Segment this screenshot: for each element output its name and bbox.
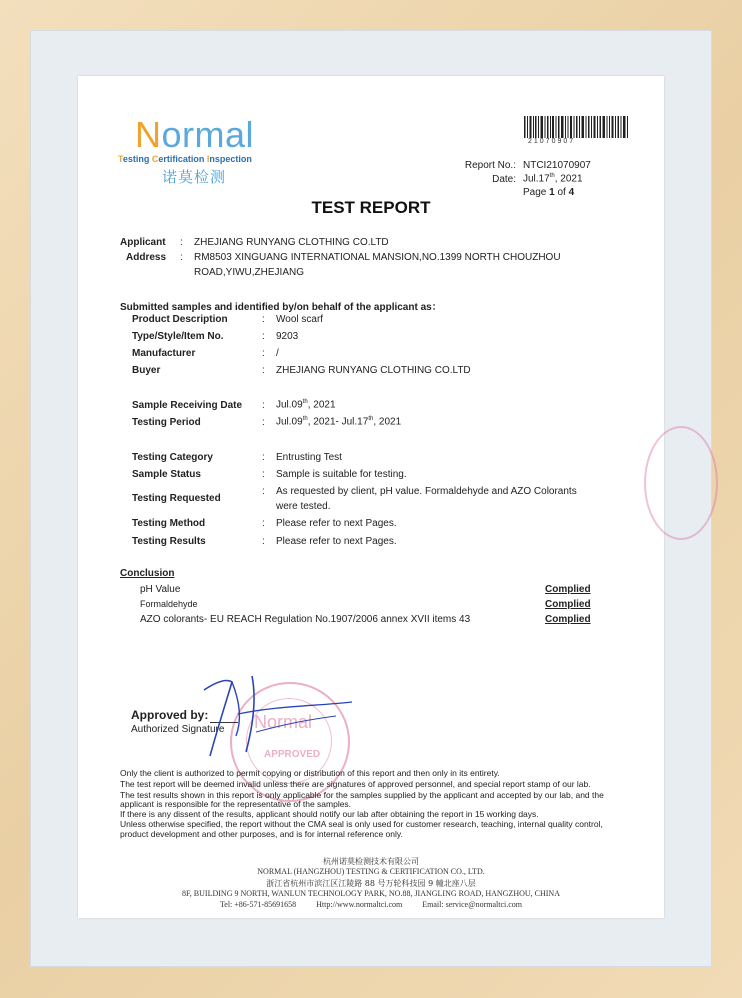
address-label: Address [126,252,167,263]
footer-address-en: 8F, BUILDING 9 NORTH, WANLUN TECHNOLOGY PARK, NO.88, JIANGLING ROAD, HANGZHOU, CHINA [182,889,560,898]
testing-method-value: Please refer to next Pages. [276,518,397,529]
barcode-icon [524,116,630,138]
testing-category-label: Testing Category [132,452,213,463]
submitted-heading: Submitted samples and identified by/on behalf of the applicant as： [120,302,442,313]
conclusion-heading: Conclusion [120,568,175,579]
testing-period-value: Jul.09th, 2021- Jul.17th, 2021 [276,416,402,428]
buyer-value: ZHEJIANG RUNYANG CLOTHING CO.LTD [276,365,471,376]
stamp-word: Normal [254,712,313,732]
product-description-label: Product Description [132,314,228,325]
date-label: Date: [492,174,516,185]
company-logo: Normal [135,114,255,155]
footer-company-cn: 杭州诺莫检测技术有限公司 [323,857,419,866]
authorized-signature-label: Authorized Signature [131,724,225,735]
conclusion-item-name: AZO colorants- EU REACH Regulation No.1907/2006 annex XVII items 43 [140,614,471,625]
testing-method-label: Testing Method [132,518,206,529]
type-style-value: 9203 [276,331,299,342]
barcode-number: 21070907 [528,138,576,145]
disclaimer-line: Unless otherwise specified, the report without the CMA seal is only used for customer research, teaching, internal quality control, [120,819,603,829]
footer-address-cn: 浙江省杭州市滨江区江陵路 88 号万轮科技园 9 幢北座八层 [266,879,476,888]
type-style-label: Type/Style/Item No. [132,331,224,342]
logo-chinese: 诺莫检测 [162,169,227,186]
sample-receiving-label: Sample Receiving Date [132,400,243,411]
sample-status-label: Sample Status [132,469,201,480]
manufacturer-value: / [276,348,279,359]
approved-by-label: Approved by: [131,708,209,722]
disclaimer-line: applicant is responsible for the representative of the samples. [120,799,352,809]
page-title: TEST REPORT [311,198,431,217]
disclaimer-line: Only the client is authorized to permit copying or distribution of this report and then only in its entirety. [120,768,500,778]
footer-contact: Tel: +86-571-85691658 Http://www.normaltci.com Email: service@normaltci.com [219,900,523,909]
page-indicator: Page 1 of 4 [523,187,575,198]
manufacturer-label: Manufacturer [132,348,196,359]
disclaimer-line: If there is any dissent of the results, applicant should notify our lab after obtaining the report in 15 working days. [120,809,539,819]
sample-status-value: Sample is suitable for testing. [276,469,407,480]
testing-requested-line-1: As requested by client, pH value. Formaldehyde and AZO Colorants [276,486,577,497]
conclusion-item-result: Complied [545,584,591,595]
testing-results-value: Please refer to next Pages. [276,536,397,547]
address-line-1: RM8503 XINGUANG INTERNATIONAL MANSION,NO.1399 NORTH CHOUZHOU [194,252,561,263]
disclaimer-line: The test results shown in this report is only applicable for the samples supplied by the applicant and accepted by our lab, and the [120,790,604,800]
testing-requested-label: Testing Requested [132,493,221,504]
applicant-value: ZHEJIANG RUNYANG CLOTHING CO.LTD [194,237,389,248]
handwritten-signature [196,672,356,762]
footer-company-en: NORMAL (HANGZHOU) TESTING & CERTIFICATION CO., LTD. [257,867,485,876]
test-report-document: Normal Testing Certification Inspection 诺莫检测 21070907 Report No.: NTCI21070907 Date: Jul.17th, 2021 Page 1 of 4 TEST REPORT Applicant : ZHEJIANG RUNYANG CLOTHING CO.LTD Address : RM8503 XINGUANG INTERNATIONAL MANSION,NO.1399 NORTH CHOUZHOU ROAD,YIWU,ZHEJIANG Submitted samples and identified by/on behalf of the applicant as： Product Description : Wool scarf Type/Style/Item No. : 9203 Manufacturer : / Buyer : ZHEJIANG RUNYANG CLOTHING CO.LTD Sample Receiving Date : Jul.09th, 2021 Testing Period : Jul.09th, 2021- Jul.17th, 2021 Testing Category : Entrusting Test Sample Status : Sample is suitable for testing. Testing Requested : As requested by client, pH value. Formaldehyde and AZO Colorants were tested. Testing Method : Please refer to next Pages. Testing Results : Please refer to next Pages. Conclusion pH Value Complied Formaldehyde Complied AZO colorants- EU REACH Regulation No.1907/2006 annex XVII items 43 Complied Normal APPROVED Approved by: Authorized Signature Only the client is authorized to permit copying or distribution of this report and then only in its entirety. The test report will be deemed invalid unless there are signatures of approved personnel, and special report stamp of our lab. The test results shown in this report is only applicable for the samples supplied by the applicant and accepted by our lab, and the applicant is responsible for the representative of the samples. If there is any dissent of the results, applicant should notify our lab after obtaining the report in 15 working days. Unless otherwise specified, the report without the CMA seal is only used for customer research, teaching, internal quality control, product development and other purposes, and is for internal reference only. 杭州诺莫检测技术有限公司 NORMAL (HANGZHOU) TESTING & CERTIFICATION CO., LTD. 浙江省杭州市滨江区江陵路 88 号万轮科技园 9 幢北座八层 8F, BUILDING 9 NORTH, WANLUN TECHNOLOGY PARK, NO.88, JIANGLING ROAD, HANGZHOU, CHINA Tel: +86-571-85691658 Http://www.normaltci.com Email: service@normaltci.com [78,76,664,918]
report-no-value: NTCI21070907 [523,160,591,171]
address-line-2: ROAD,YIWU,ZHEJIANG [194,267,305,278]
testing-category-value: Entrusting Test [276,452,342,463]
stamp-approved-text: APPROVED [264,749,321,760]
testing-requested-line-2: were tested. [276,501,331,512]
partial-stamp-right [644,426,718,540]
date-value: Jul.17th, 2021 [523,173,583,185]
applicant-label: Applicant [120,237,166,248]
conclusion-item-result: Complied [545,614,591,625]
logo-tagline: Testing Certification Inspection [118,154,252,164]
testing-results-label: Testing Results [132,536,206,547]
conclusion-item-name: Formaldehyde [140,599,198,609]
conclusion-item-result: Complied [545,599,591,610]
sample-receiving-value: Jul.09th, 2021 [276,399,336,411]
conclusion-item-name: pH Value [140,584,181,595]
report-no-label: Report No.: [464,160,516,171]
disclaimer-line: product development and other purposes, and is for internal reference only. [120,829,403,839]
testing-period-label: Testing Period [132,417,201,428]
buyer-label: Buyer [132,365,161,376]
product-description-value: Wool scarf [276,314,324,325]
disclaimer-line: The test report will be deemed invalid unless there are signatures of approved personnel, and special report stamp of our lab. [120,779,591,789]
